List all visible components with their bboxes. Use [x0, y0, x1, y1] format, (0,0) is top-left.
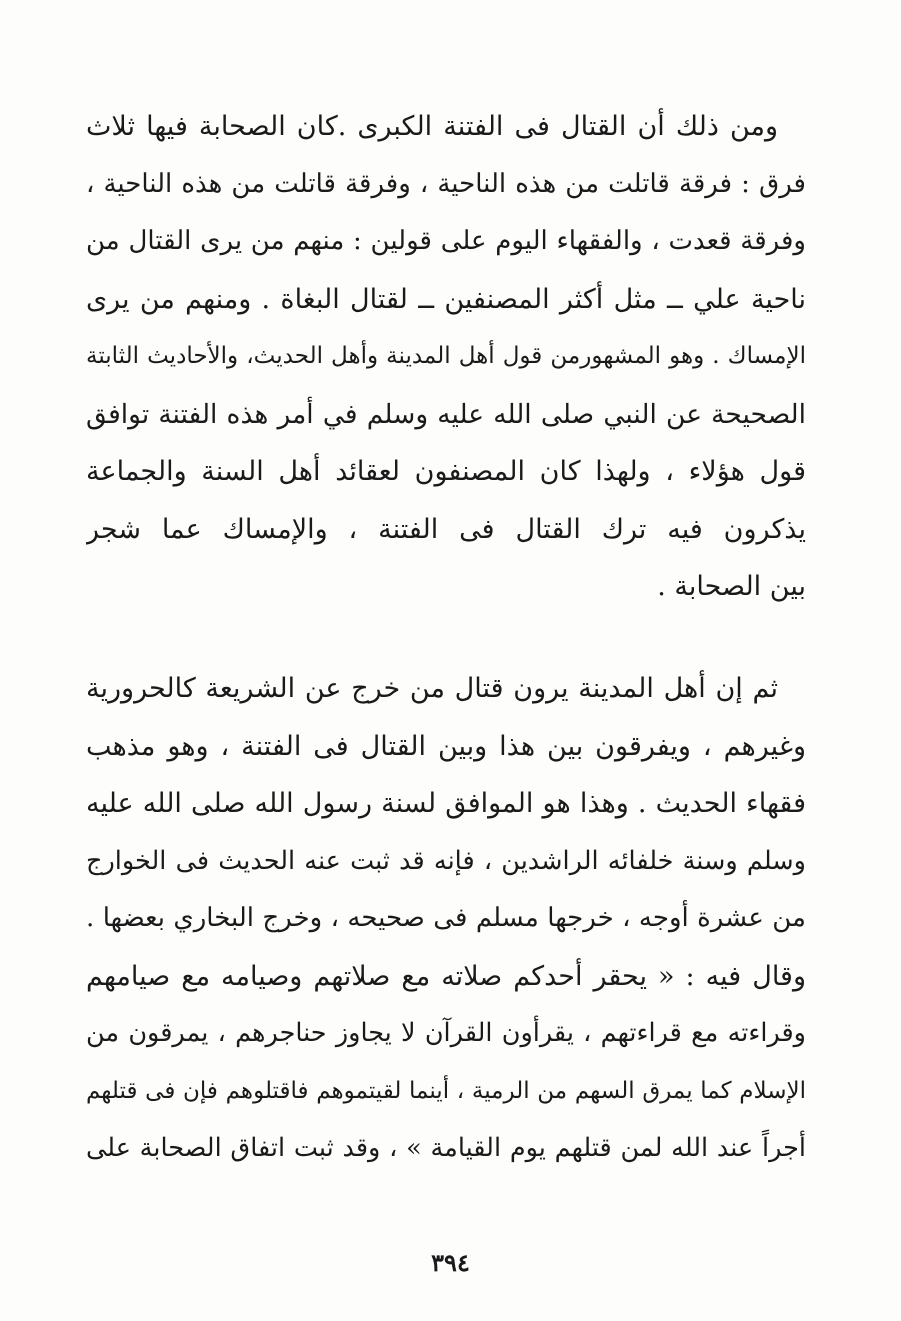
text-line: وقراءته مع قراءتهم ، يقرأون القرآن لا يجاوز حناجرهم ، يمرقون من — [86, 1018, 806, 1048]
text-line: أجراً عند الله لمن قتلهم يوم القيامة » ، وقد ثبت اتفاق الصحابة على — [86, 1133, 806, 1163]
text-line: ومن ذلك أن القتال فى الفتنة الكبرى .كان الصحابة فيها ثلاث — [86, 111, 778, 142]
text-line: الصحيحة عن النبي صلى الله عليه وسلم في أمر هذه الفتنة توافق — [86, 398, 806, 430]
text-line: بين الصحابة . — [657, 571, 806, 602]
text-line: من عشرة أوجه ، خرجها مسلم فى صحيحه ، وخرج البخاري بعضها . — [86, 903, 806, 933]
text-line: وغيرهم ، ويفرقون بين هذا وبين القتال فى الفتنة ، وهو مذهب — [86, 730, 806, 762]
text-line: ناحية علي ــ مثل أكثر المصنفين ــ لقتال البغاة . ومنهم من يرى — [86, 283, 806, 315]
text-line: يذكرون فيه ترك القتال فى الفتنة ، والإمساك عما شجر — [86, 513, 806, 545]
text-line: فرق : فرقة قاتلت من هذه الناحية ، وفرقة قاتلت من هذه الناحية ، — [86, 168, 806, 199]
text-line: فقهاء الحديث . وهذا هو الموافق لسنة رسول الله صلى الله عليه — [86, 788, 806, 819]
text-line: ثم إن أهل المدينة يرون قتال من خرج عن الشريعة كالحرورية — [86, 673, 778, 704]
text-line: قول هؤلاء ، ولهذا كان المصنفون لعقائد أهل السنة والجماعة — [86, 456, 806, 487]
text-line: الإسلام كما يمرق السهم من الرمية ، أينما لقيتموهم فاقتلوهم فإن فى قتلهم — [86, 1077, 806, 1104]
text-line: الإمساك . وهو المشهورمن قول أهل المدينة وأهل الحديث، والأحاديث الثابتة — [86, 343, 806, 369]
paragraph-1 — [86, 98, 806, 616]
page-number: ٣٩٤ — [431, 1248, 470, 1277]
text-line: وفرقة قعدت ، والفقهاء اليوم على قولين : منهم من يرى القتال من — [86, 226, 806, 256]
text-line: وقال فيه : « يحقر أحدكم صلاته مع صلاتهم وصيامه مع صيامهم — [86, 960, 806, 992]
text-line: وسلم وسنة خلفائه الراشدين ، فإنه قد ثبت عنه الحديث فى الخوارج — [86, 845, 806, 876]
paragraph-2 — [86, 660, 806, 1178]
